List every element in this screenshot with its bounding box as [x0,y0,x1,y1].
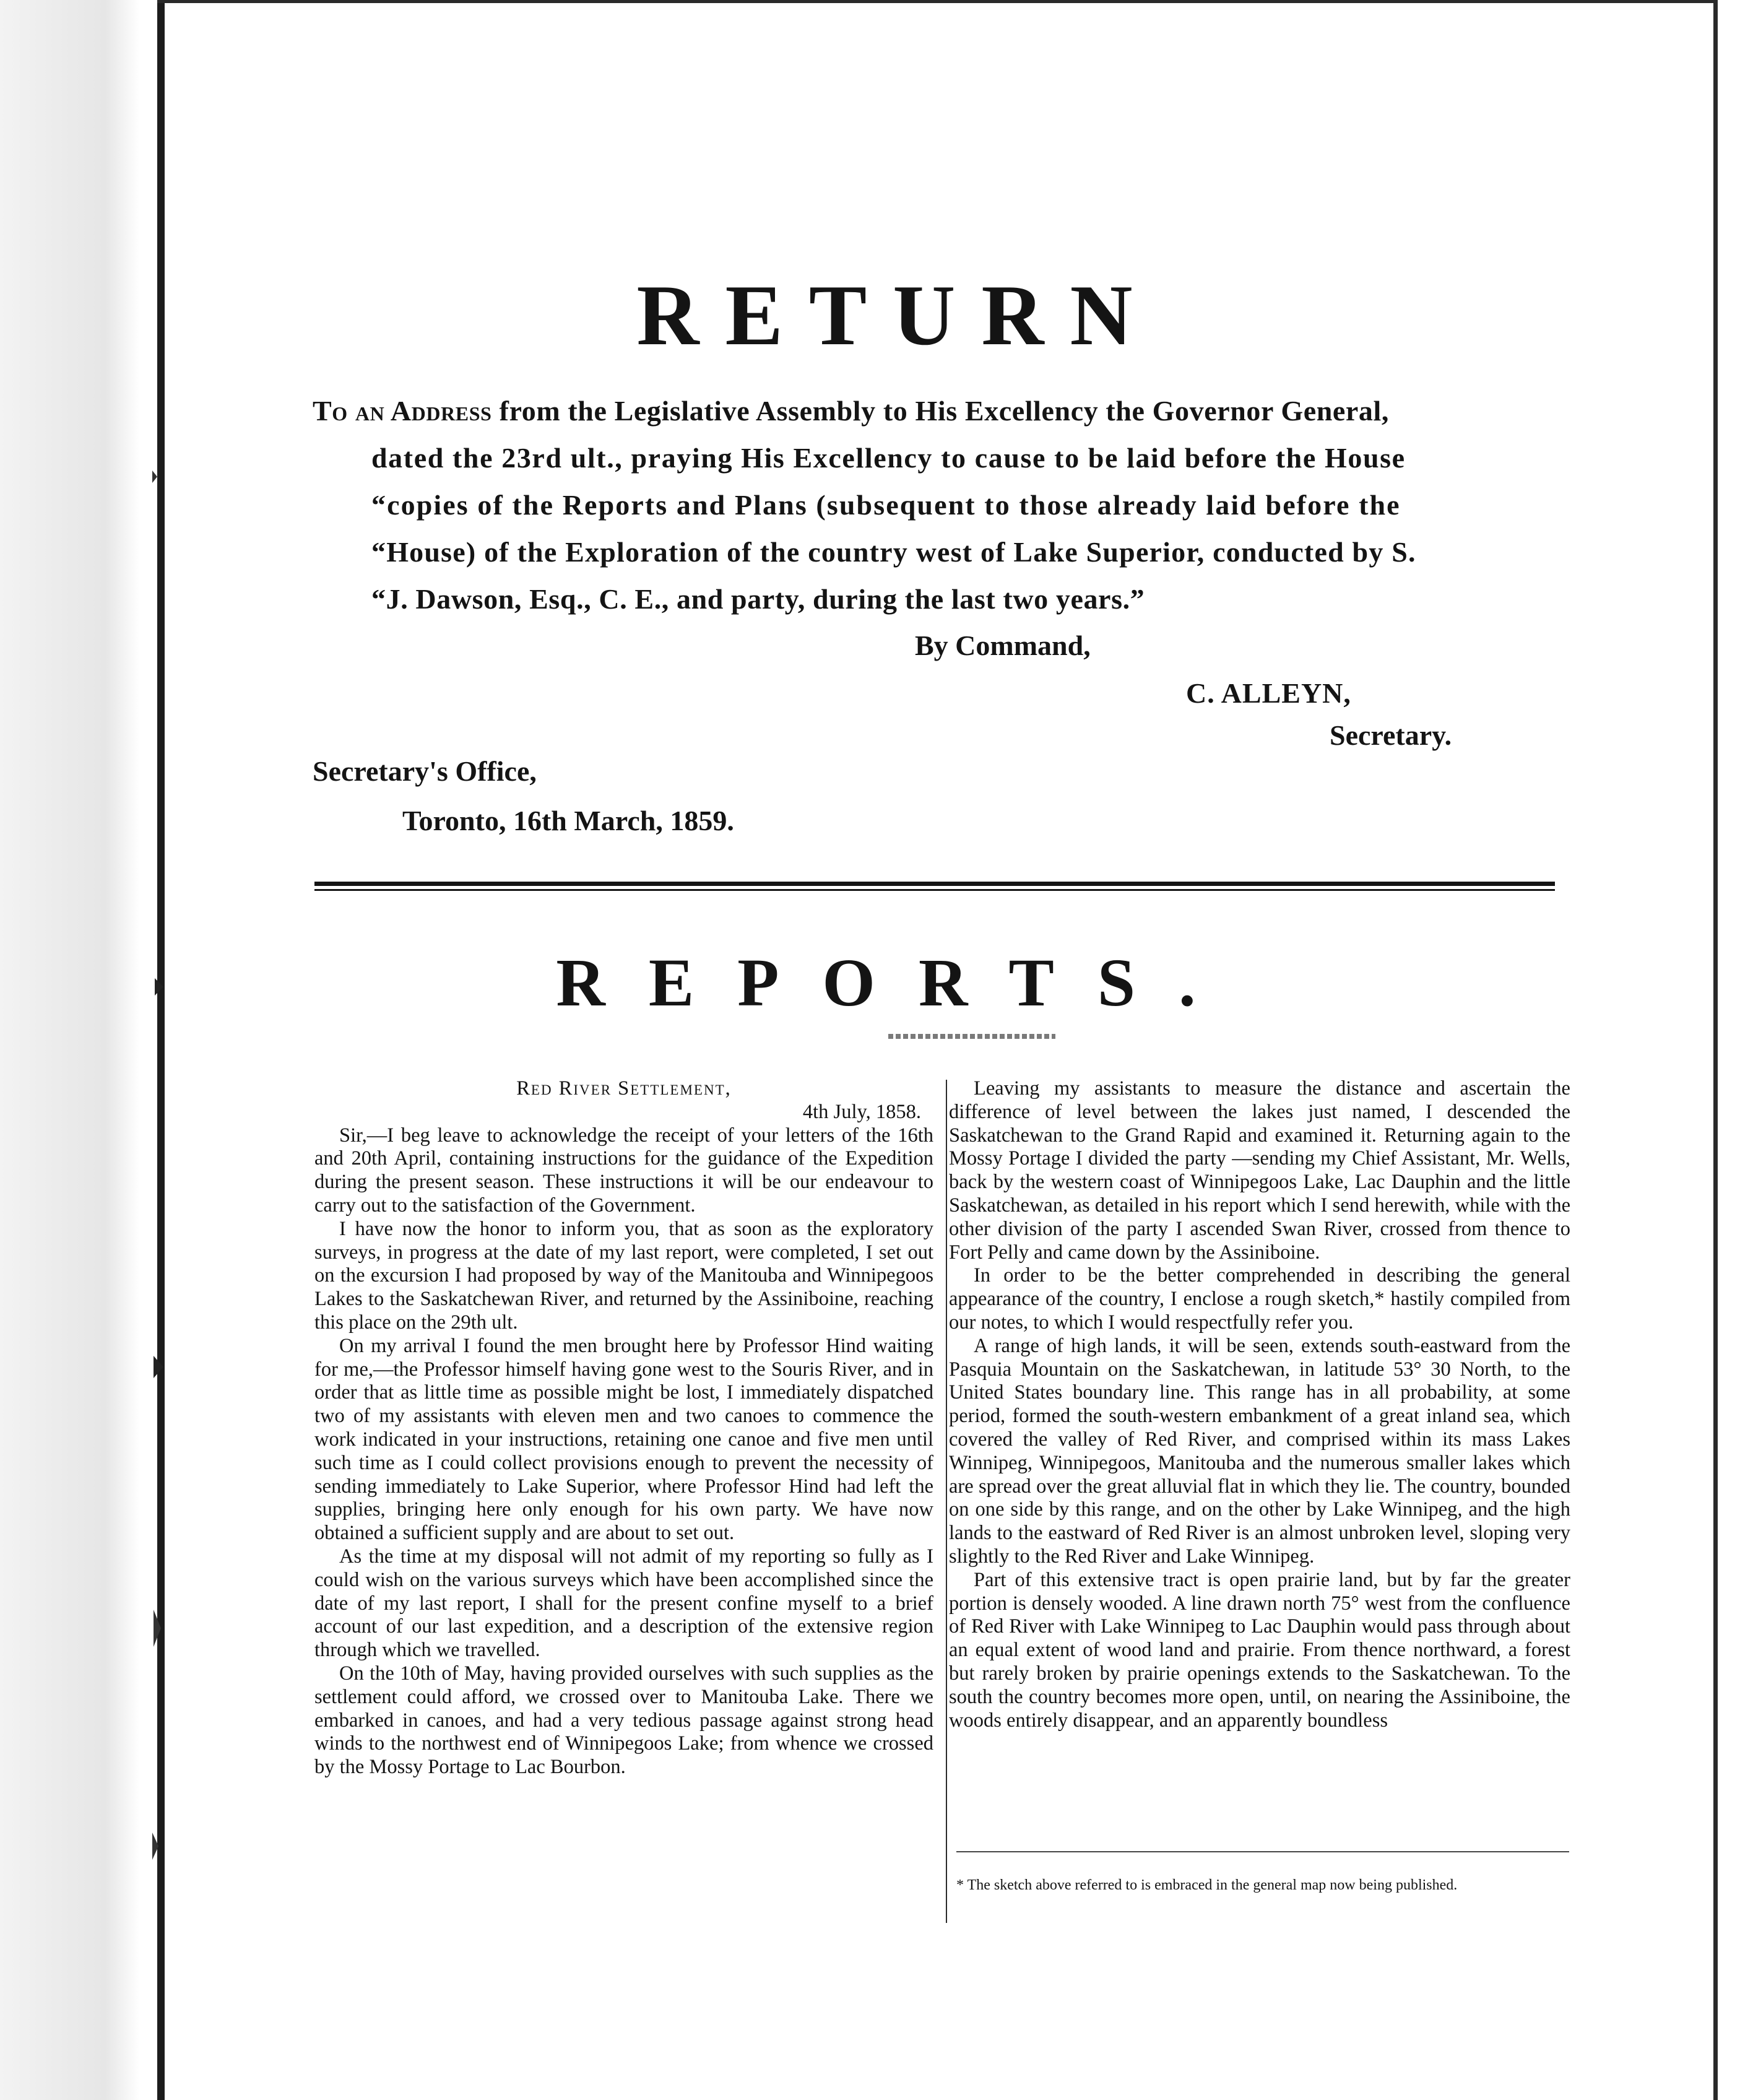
signer-name: C. ALLEYN, [1186,677,1351,709]
report-left-column [314,1077,933,1779]
address-line [371,441,1406,475]
footnote: * The sketch above referred to is embraced in the general map now being published. [956,1877,1458,1893]
scan-margin-mark [152,471,157,483]
report-paragraph: Sir,—I beg leave to acknowledge the receipt of your letters of the 16th and 20th April, containing instructions for the guidance of the Expedition during the present season. These instructions it will be our endeavour to carry out to the satisfaction of the Government. [314,1124,933,1217]
address-line [371,582,1145,617]
address-line [313,394,1389,428]
address-line [371,535,1416,570]
office-date: Toronto, 16th March, 1859. [402,805,734,836]
scan-margin-mark [154,1610,161,1647]
address-line [371,488,1401,523]
address-lead: To an Address [313,395,492,427]
column-divider [946,1080,947,1923]
address-text: “copies of the Reports and Plans (subsequent to those already laid before the [371,489,1401,521]
address-text: “J. Dawson, Esq., C. E., and party, during the last two years.” [371,583,1145,615]
report-paragraph: Part of this extensive tract is open prairie land, but by far the greater portion is densely wooded. A line drawn north 75° west from the confluence of Red River with Lake Winnipeg to Lac Dauphin would pass through about an equal extent of wood land and prairie. From thence northward, a forest but rarely broken by prairie openings extends to the Saskatchewan. To the south the country becomes more open, until, on nearing the Assiniboine, the woods entirely disappear, and an apparently boundless [949,1568,1570,1732]
report-paragraph: Leaving my assistants to measure the distance and ascertain the difference of level between the lakes just named, I descended the Saskatchewan to the Grand Rapid and examined it. Returning again to the Mossy Portage I divided the party —sending my Chief Assistant, Mr. Wells, back by the western coast of Winnipegoos Lake, Lac Dauphin and the little Saskatchewan, as detailed in his report which I send herewith, while with the other division of the party I ascended Swan River, crossed from thence to Fort Pelly and came down by the Assiniboine. [949,1077,1570,1264]
report-place: Red River Settlement, [516,1077,732,1100]
address-text: “House) of the Exploration of the country west of Lake Superior, conducted by S. [371,536,1416,568]
report-paragraph: As the time at my disposal will not admit of my reporting so fully as I could wish on the various surveys which have been accomplished since the date of my last report, I shall for the present confine myself to a brief account of our last expedition, and a description of the extensive region through which we travelled. [314,1545,933,1662]
page-top-border [157,0,1718,3]
report-paragraph: I have now the honor to inform you, that as soon as the exploratory surveys, in progress at the date of my last report, were completed, I set out on the excursion I had proposed by way of the Manitouba and Winnipegoos Lakes to the Saskatchewan River, and returned by the Assiniboine, reaching this place on the 29th ult. [314,1217,933,1334]
ornament-rule [888,1034,1055,1039]
report-paragraph: A range of high lands, it will be seen, extends south-eastward from the Pasquia Mountain on the Saskatchewan, in latitude 53° 30 North, to the United States boundary line. This range has in all probability, at some period, formed the south-western embankment of a great inland sea, which covered the valley of Red River, and comprised within its mass Lakes Winnipeg, Winnipegoos, Manitouba and the numerous smaller lakes which are spread over the great alluvial flat in which they lie. The country, bounded on one side by this range, and on the other by Lake Winnipeg, and the high lands to the eastward of Red River is an almost unbroken level, sloping very slightly to the Red River and Lake Winnipeg. [949,1334,1570,1568]
footnote-rule [956,1851,1569,1852]
report-paragraph: In order to be the better comprehended in describing the general appearance of the country, I enclose a rough sketch,* hastily compiled from our notes, to which I would respectfully refer you. [949,1264,1570,1334]
scan-margin-mark [152,1833,158,1860]
report-paragraph: On my arrival I found the men brought here by Professor Hind waiting for me,—the Professor himself having gone west to the Souris River, and in order that as little time as possible might be lost, I immediately dispatched two of my assistants with eleven men and two canoes to commence the work indicated in your instructions, retaining one canoe and five men until such time as I could collect provisions enough to prevent the necessity of sending immediately to Lake Superior, where Professor Hind had left the supplies, bringing here only enough for his own party. We have now obtained a sufficient supply and are about to set out. [314,1334,933,1545]
report-paragraph: On the 10th of May, having provided ourselves with such supplies as the settlement could afford, we crossed over to Manitouba Lake. There we embarked in canoes, and had a very tedious passage against strong head winds to the northwest end of Winnipegoos Lake; from whence we crossed by the Mossy Portage to Lac Bourbon. [314,1662,933,1779]
address-text: from the Legislative Assembly to His Excellency the Governor General, [491,395,1390,427]
section-rule [314,889,1555,891]
by-command: By Command, [915,630,1091,661]
section-rule [314,882,1555,886]
report-right-column [949,1077,1570,1732]
report-date: 4th July, 1858. [802,1100,921,1123]
reports-title: REPORTS. [556,945,1239,1020]
office-name: Secretary's Office, [313,755,537,787]
address-text: dated the 23rd ult., praying His Excellency to cause to be laid before the House [371,442,1406,474]
signer-title: Secretary. [1330,719,1452,751]
scan-margin-mark [154,1356,163,1378]
document-title: RETURN [636,267,1159,363]
